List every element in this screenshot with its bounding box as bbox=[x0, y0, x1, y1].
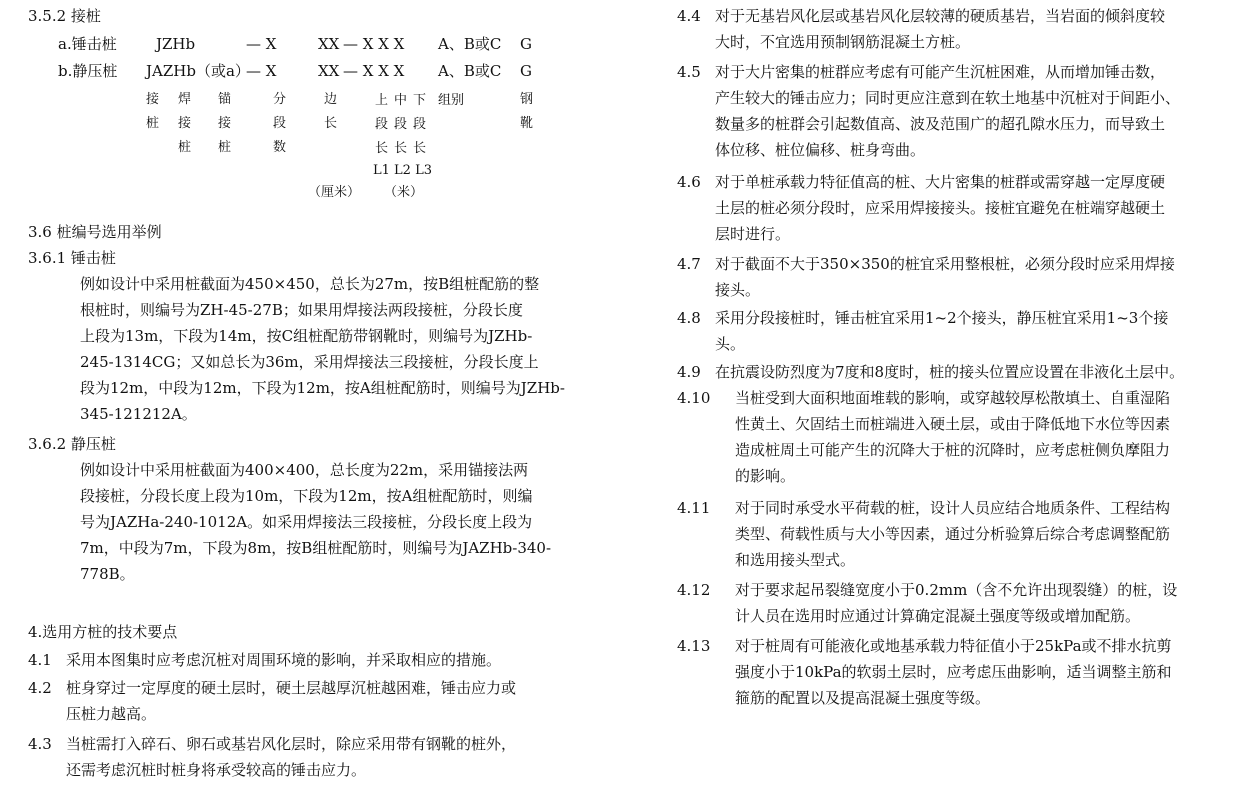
item-line: 产生较大的锤击应力；同时更应注意到在软土地基中沉桩对于间距小、 bbox=[715, 89, 1181, 107]
item-line: 性黄土、欠固结土而桩端进入硬土层，或由于降低地下水位等因素 bbox=[735, 415, 1171, 433]
item-number: 4.11 bbox=[677, 499, 711, 517]
item-line: 对于桩周有可能液化或地基承载力特征值小于25kPa或不排水抗剪 bbox=[735, 637, 1172, 655]
item-line: 数量多的桩群会引起数值高、波及范围广的超孔隙水压力，而导致土 bbox=[715, 115, 1166, 133]
item-number: 4.2 bbox=[28, 679, 52, 697]
item-line: 强度小于10kPa的软弱土层时，应考虑压曲影响，适当调整主筋和 bbox=[735, 663, 1172, 681]
legend-l1-l2-l3: L1 L2 L3 bbox=[373, 163, 432, 178]
item-number: 4.8 bbox=[677, 309, 701, 327]
paragraph-line: 例如设计中采用桩截面为450×450，总长为27m，按B组桩配筋的整 bbox=[80, 275, 540, 293]
row-b-dash1: — X bbox=[246, 62, 277, 80]
legend-mao-jie: 锚接桩 bbox=[218, 92, 232, 155]
item-line: 对于要求起吊裂缝宽度小于0.2mm（含不允许出现裂缝）的桩，设 bbox=[735, 581, 1178, 599]
item-number: 4.12 bbox=[677, 581, 711, 599]
item-line: 桩身穿过一定厚度的硬土层时，硬土层越厚沉桩越困难，锤击应力或 bbox=[66, 679, 517, 697]
section-title-3-6-2: 3.6.2 静压桩 bbox=[28, 435, 116, 453]
row-a-grade: A、B或C bbox=[438, 35, 502, 53]
item-line: 压桩力越高。 bbox=[66, 705, 157, 723]
item-number: 4.7 bbox=[677, 255, 701, 273]
item-line: 当桩需打入碎石、卵石或基岩风化层时，除应采用带有钢靴的桩外， bbox=[66, 735, 517, 753]
item-line: 还需考虑沉桩时桩身将承受较高的锤击应力。 bbox=[66, 761, 367, 779]
item-number: 4.6 bbox=[677, 173, 701, 191]
legend-duan: 段段段 bbox=[375, 117, 433, 132]
row-b-g: G bbox=[520, 62, 532, 80]
row-b-grade: A、B或C bbox=[438, 62, 502, 80]
legend-xia: 下 bbox=[413, 93, 427, 108]
row-a-dash2: — X X X bbox=[343, 35, 405, 53]
item-line: 土层的桩必须分段时，应采用焊接接头。接桩宜避免在桩端穿越硬土 bbox=[715, 199, 1166, 217]
paragraph-line: 上段为13m，下段为14m，按C组桩配筋带钢靴时，则编号为JZHb- bbox=[80, 327, 533, 345]
item-line: 计人员在选用时应通过计算确定混凝土强度等级或增加配筋。 bbox=[735, 607, 1141, 625]
item-number: 4.1 bbox=[28, 651, 52, 669]
section-title-3-6-1: 3.6.1 锤击桩 bbox=[28, 249, 116, 267]
item-line: 层时进行。 bbox=[715, 225, 791, 243]
legend-fen-duan: 分段数 bbox=[273, 92, 287, 155]
paragraph-line: 例如设计中采用桩截面为400×400，总长度为22m，采用锚接法两 bbox=[80, 461, 529, 479]
section-title-3-6: 3.6 桩编号选用举例 bbox=[28, 223, 162, 241]
row-a-g: G bbox=[520, 35, 532, 53]
item-number: 4.4 bbox=[677, 7, 701, 25]
legend-jie-zhuang: 接桩 bbox=[146, 92, 160, 131]
item-line: 头。 bbox=[715, 335, 746, 353]
item-line: 对于同时承受水平荷载的桩，设计人员应结合地质条件、工程结构 bbox=[735, 499, 1171, 517]
item-line: 对于单桩承载力特征值高的桩、大片密集的桩群或需穿越一定厚度硬 bbox=[715, 173, 1166, 191]
item-number: 4.10 bbox=[677, 389, 711, 407]
item-line: 当桩受到大面积地面堆载的影响，或穿越较厚松散填土、自重湿陷 bbox=[735, 389, 1171, 407]
item-line: 箍筋的配置以及提高混凝土强度等级。 bbox=[735, 689, 991, 707]
item-line: 对于截面不大于350×350的桩宜采用整根桩，必须分段时应采用焊接 bbox=[715, 255, 1175, 273]
row-a-label: a.锤击桩 bbox=[58, 35, 117, 53]
item-line: 采用分段接桩时，锤击桩宜采用1~2个接头，静压桩宜采用1~3个接 bbox=[715, 309, 1169, 327]
row-b-code: JAZHb（或a） bbox=[146, 62, 250, 80]
legend-shang: 上 bbox=[375, 93, 389, 108]
paragraph-line: 号为JAZHa-240-1012A。如采用焊接法三段接桩，分段长度上段为 bbox=[80, 513, 533, 531]
unit-m: （米） bbox=[384, 185, 424, 200]
item-line: 和选用接头型式。 bbox=[735, 551, 856, 569]
paragraph-line: 245-1314CG；又如总长为36m，采用焊接法三段接桩，分段长度上 bbox=[80, 353, 539, 371]
item-line: 体位移、桩位偏移、桩身弯曲。 bbox=[715, 141, 926, 159]
row-a-dash1: — X bbox=[246, 35, 277, 53]
item-line: 类型、荷载性质与大小等因素，通过分析验算后综合考虑调整配筋 bbox=[735, 525, 1171, 543]
paragraph-line: 段为12m，中段为12m，下段为12m，按A组桩配筋时，则编号为JZHb- bbox=[80, 379, 565, 397]
item-line: 大时，不宜选用预制钢筋混凝土方桩。 bbox=[715, 33, 971, 51]
paragraph-line: 778B。 bbox=[80, 565, 135, 583]
paragraph-line: 段接桩，分段长度上段为10m，下段为12m，按A组桩配筋时，则编 bbox=[80, 487, 533, 505]
section-title-3-5-2: 3.5.2 接桩 bbox=[28, 7, 101, 25]
item-line: 对于大片密集的桩群应考虑有可能产生沉桩困难，从而增加锤击数， bbox=[715, 63, 1166, 81]
row-b-xx: XX bbox=[318, 62, 340, 80]
unit-cm: （厘米） bbox=[308, 185, 361, 200]
legend-zhong: 中 bbox=[394, 93, 408, 108]
row-b-dash2: — X X X bbox=[343, 62, 405, 80]
legend-bian-chang: 边长 bbox=[324, 92, 338, 131]
legend-chang: 长长长 bbox=[375, 141, 433, 156]
paragraph-line: 根桩时，则编号为ZH-45-27B；如果用焊接法两段接桩，分段长度 bbox=[80, 301, 523, 319]
legend-zu-bie: 组别 bbox=[438, 93, 465, 108]
row-b-label: b.静压桩 bbox=[58, 62, 118, 80]
item-number: 4.13 bbox=[677, 637, 711, 655]
item-line: 在抗震设防烈度为7度和8度时，桩的接头位置应设置在非液化土层中。 bbox=[715, 363, 1185, 381]
paragraph-line: 345-121212A。 bbox=[80, 405, 197, 423]
item-number: 4.5 bbox=[677, 63, 701, 81]
section-title-4: 4.选用方桩的技术要点 bbox=[28, 623, 178, 641]
item-line: 采用本图集时应考虑沉桩对周围环境的影响，并采取相应的措施。 bbox=[66, 651, 502, 669]
item-line: 接头。 bbox=[715, 281, 761, 299]
item-number: 4.9 bbox=[677, 363, 701, 381]
legend-gang-xue: 钢靴 bbox=[520, 92, 534, 131]
item-line: 造成桩周土可能产生的沉降大于桩的沉降时，应考虑桩侧负摩阻力 bbox=[735, 441, 1171, 459]
item-line: 对于无基岩风化层或基岩风化层较薄的硬质基岩，当岩面的倾斜度较 bbox=[715, 7, 1166, 25]
legend-han-jie: 焊接桩 bbox=[178, 92, 192, 155]
row-a-code: JZHb bbox=[156, 35, 196, 53]
item-number: 4.3 bbox=[28, 735, 52, 753]
row-a-xx: XX bbox=[318, 35, 340, 53]
item-line: 的影响。 bbox=[735, 467, 796, 485]
paragraph-line: 7m，中段为7m，下段为8m，按B组桩配筋时，则编号为JAZHb-340- bbox=[80, 539, 552, 557]
